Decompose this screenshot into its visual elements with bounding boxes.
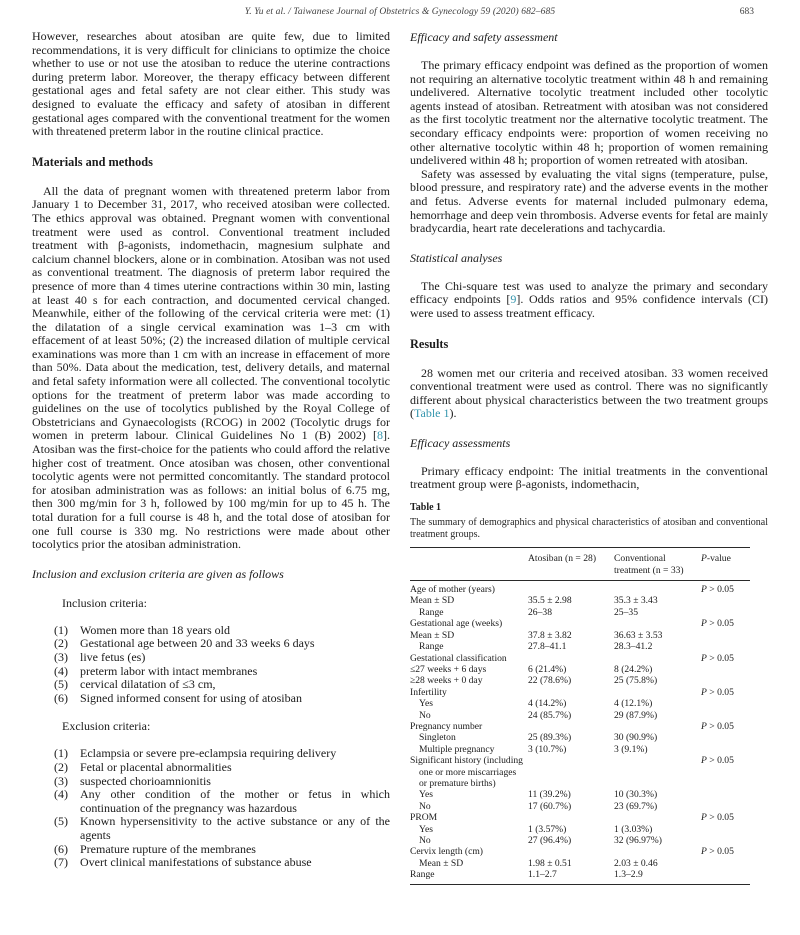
table-row [410, 664, 750, 675]
atosiban-value-cell: 17 (60.7%) [528, 800, 572, 812]
pvalue-cell: P > 0.05 [701, 846, 734, 858]
stats-text-post: ]. Odds ratios and 95% confidence intervals (CI) were used to assess treatment efficacy. [410, 292, 769, 320]
row-label-cell: Yes [419, 698, 433, 710]
atosiban-value-cell [528, 653, 614, 664]
exclusion-criteria-label: Exclusion criteria: [62, 719, 151, 734]
pvalue-cell [701, 801, 750, 812]
table-1-caption: The summary of demographics and physical characteristics of atosiban and conventional treatment groups. [410, 517, 768, 540]
criteria-item-text: cervical dilatation of ≤3 cm, [80, 677, 216, 692]
criteria-item-number: (2) [54, 636, 68, 651]
criteria-item-text: live fetus (es) [80, 649, 146, 664]
conventional-value-cell [614, 618, 701, 629]
criteria-item [32, 651, 390, 665]
criteria-item-number: (3) [54, 649, 68, 664]
atosiban-value-cell: 1.98 ± 0.51 [528, 857, 572, 869]
pvalue-cell [701, 732, 750, 743]
row-label-cell: No [419, 709, 431, 721]
efficacy-safety-heading: Efficacy and safety assessment [410, 30, 558, 44]
conventional-value-cell [614, 755, 701, 789]
atosiban-value-cell: 6 (21.4%) [528, 663, 567, 675]
row-label-cell: No [419, 835, 431, 846]
efficacy-assessments-heading: Efficacy assessments [410, 435, 511, 450]
criteria-item-text: suspected chorioamnionitis [80, 773, 211, 788]
criteria-item [32, 856, 390, 870]
results-paragraph [410, 367, 768, 421]
pvalue-cell: P > 0.05 [701, 652, 734, 664]
criteria-item-number: (5) [54, 814, 68, 829]
atosiban-value-cell [528, 721, 614, 732]
atosiban-value-cell: 24 (85.7%) [528, 709, 572, 721]
conventional-value-cell: 4 (12.1%) [614, 698, 653, 710]
row-label-cell: Multiple pregnancy [419, 743, 495, 755]
pvalue-cell [701, 641, 750, 652]
row-label-cell: Yes [419, 823, 433, 835]
header-atosiban: Atosiban (n = 28) [528, 548, 614, 581]
row-label-cell: PROM [410, 812, 438, 824]
atosiban-value-cell: 1 (3.57%) [528, 823, 567, 835]
table-row [410, 710, 750, 721]
atosiban-value-cell: 27 (96.4%) [528, 835, 572, 846]
criteria-item [32, 624, 390, 638]
criteria-item-number: (6) [54, 690, 68, 705]
criteria-item [32, 692, 390, 706]
conventional-value-cell: 3 (9.1%) [614, 743, 648, 755]
conventional-value-cell [614, 721, 701, 732]
table-row [410, 581, 750, 596]
table-row [410, 824, 750, 835]
right-column [410, 30, 768, 885]
materials-text-pre: All the data of pregnant women with threatened preterm labor from January 1 to December 31, 2017, who received atosiban were collected. The ethics approval was obtained. Pregnant women with conventional treatment were used as control. Conventional treatment included treatment with β-agonists, indomethacin, magnesium sulphate and calcium channel blockers, alone or in combination. Atosiban was not used as conventional treatment. The diagnosis of preterm labor required the presence of more than 4 times uterine contractions within 30 min, lasting at least 40 s for each contraction, and documented cervical changed. Meanwhile, either of the following of the cervical criteria were met: (1) the dilatation of a single cervical examination was 1–3 cm with effacement of at least 50%; (2) the increased dilation of multiple cervical examinations was more than 1 cm with an increase in effacement of more than 50%. Data about the medication, test, delivery details, and maternal and fetal safety information were all collected. The conventional tocolytic options for the treatment of preterm labor was made according to guidelines on the use of tocolytics published by the Royal College of Obstetricians and Gynaecologists (RCOG) in 2002 (Tocolytic drugs for women in preterm labour. Clinical Guidelines No 1 (B) 2002) [ [32, 183, 390, 443]
row-label-cell: ≤27 weeks + 6 days [410, 663, 487, 675]
row-label-cell: Mean ± SD [419, 857, 464, 869]
criteria-item [32, 665, 390, 679]
pvalue-cell [701, 675, 750, 686]
atosiban-value-cell: 25 (89.3%) [528, 732, 572, 744]
pvalue-cell [701, 835, 750, 846]
table-row [410, 607, 750, 618]
materials-text-post: ]. Atosiban was the first-choice for the patients who could afford the relative higher cost of treatment. Once atosiban was chosen, other conventional tocolytic agents were not permitted concomitantly. The standard protocol for atosiban administration was as follows: an initial bolus of 6.75 mg, then 300 mg/min for 3 h, followed by 100 mg/min for up to 45 h. The total duration for a full course is 48 h, and the total dose of atosiban for one full course is 330 mg. No restrictions were made about other tocolytics prior the atosiban administration. [32, 428, 390, 552]
atosiban-value-cell: 37.8 ± 3.82 [528, 629, 572, 641]
table-row [410, 630, 750, 641]
atosiban-value-cell: 26–38 [528, 606, 552, 618]
pvalue-cell [701, 869, 750, 884]
pvalue-cell: P > 0.05 [701, 686, 734, 698]
table-row [410, 698, 750, 709]
criteria-item-text: Known hypersensitivity to the active substance or any of the agents [80, 814, 390, 842]
pvalue-cell [701, 595, 750, 606]
conventional-value-cell [614, 687, 701, 698]
atosiban-value-cell [528, 581, 614, 596]
table-row [410, 618, 750, 629]
table-row [410, 812, 750, 823]
row-label-cell: Gestational age (weeks) [410, 618, 503, 630]
table-row [410, 789, 750, 800]
conventional-value-cell: 36.63 ± 3.53 [614, 629, 663, 641]
criteria-section-heading: Inclusion and exclusion criteria are given as follows [32, 566, 284, 581]
atosiban-value-cell: 3 (10.7%) [528, 743, 567, 755]
table-row [410, 801, 750, 812]
table-1 [410, 547, 750, 884]
pvalue-cell [701, 607, 750, 618]
row-label-cell: ≥28 weeks + 0 day [410, 675, 483, 687]
page-number: 683 [739, 7, 754, 17]
row-label-cell: Yes [419, 789, 433, 801]
conventional-value-cell: 28.3–41.2 [614, 641, 653, 653]
row-label-cell: Range [419, 606, 444, 618]
pvalue-cell [701, 744, 750, 755]
criteria-item-text: preterm labor with intact membranes [80, 663, 258, 678]
atosiban-value-cell: 11 (39.2%) [528, 789, 571, 801]
header-empty-cell [410, 548, 528, 581]
criteria-item [32, 843, 390, 857]
statistics-paragraph [410, 280, 768, 321]
pvalue-cell [701, 698, 750, 709]
reference-8-link[interactable]: 8 [377, 428, 383, 443]
header-pvalue: P-value [701, 548, 750, 581]
conventional-value-cell: 32 (96.97%) [614, 835, 662, 846]
atosiban-value-cell: 27.8–41.1 [528, 641, 567, 653]
atosiban-value-cell [528, 618, 614, 629]
criteria-item-number: (3) [54, 773, 68, 788]
pvalue-cell: P > 0.05 [701, 618, 734, 630]
atosiban-value-cell: 1.1–2.7 [528, 869, 557, 881]
table-row [410, 687, 750, 698]
inclusion-criteria-list [32, 624, 390, 706]
conventional-value-cell: 1.3–2.9 [614, 869, 643, 881]
pvalue-cell: P > 0.05 [701, 720, 734, 732]
atosiban-value-cell [528, 812, 614, 823]
conventional-value-cell [614, 653, 701, 664]
atosiban-value-cell [528, 846, 614, 857]
criteria-item-number: (1) [54, 622, 68, 637]
intro-paragraph: However, researches about atosiban are quite few, due to limited recommendations, it is very difficult for clinicians to optimize the choice whether to use or not use the atosiban to reduce the uterine contractions during preterm labor. Moreover, the therapy efficacy between different gestational ages and fetal safety are not clear either. This study was designed to evaluate the efficacy and safety of atosiban in different gestational ages compared with the conventional treatment for the women with threatened preterm labor in the routine clinical practice. [32, 29, 390, 139]
table-row [410, 732, 750, 743]
criteria-item [32, 788, 390, 815]
criteria-item-text: Premature rupture of the membranes [80, 841, 256, 856]
row-label-cell: Significant history (including one or more miscarriages or premature births) [410, 755, 523, 789]
row-label-cell: Age of mother (years) [410, 584, 495, 596]
pvalue-cell [701, 858, 750, 869]
criteria-item-number: (6) [54, 841, 68, 856]
criteria-item-text: Gestational age between 20 and 33 weeks 6 days [80, 636, 315, 651]
table-1-block [410, 502, 768, 885]
conventional-value-cell: 2.03 ± 0.46 [614, 857, 658, 869]
row-label-cell: Mean ± SD [410, 629, 455, 641]
row-label-cell: No [419, 800, 431, 812]
results-text-post: ). [449, 406, 457, 421]
table-row [410, 641, 750, 652]
reference-9-link[interactable]: 9 [510, 292, 517, 307]
criteria-item [32, 678, 390, 692]
atosiban-value-cell [528, 755, 614, 789]
pvalue-cell: P > 0.05 [701, 584, 734, 596]
results-heading: Results [410, 336, 449, 351]
criteria-item-text: Women more than 18 years old [80, 622, 230, 637]
criteria-item-text: Overt clinical manifestations of substance abuse [80, 855, 312, 870]
criteria-item [32, 637, 390, 651]
criteria-item-number: (4) [54, 663, 68, 678]
exclusion-criteria-list [32, 747, 390, 869]
criteria-item-text: Eclampsia or severe pre-eclampsia requiring delivery [80, 746, 337, 761]
table-row [410, 721, 750, 732]
table-header-row [410, 548, 750, 581]
materials-methods-heading: Materials and methods [32, 154, 153, 169]
criteria-item-text: Signed informed consent for using of atosiban [80, 690, 302, 705]
running-head: Y. Yu et al. / Taiwanese Journal of Obstetrics & Gynecology 59 (2020) 682–685 [244, 7, 556, 17]
table-1-label: Table 1 [410, 502, 442, 514]
conventional-value-cell: 10 (30.3%) [614, 789, 658, 801]
inclusion-criteria-label: Inclusion criteria: [62, 595, 147, 610]
conventional-value-cell: 25 (75.8%) [614, 675, 658, 687]
table-row [410, 675, 750, 686]
conventional-value-cell: 23 (69.7%) [614, 800, 658, 812]
pvalue-cell: P > 0.05 [701, 755, 734, 767]
pvalue-cell [701, 824, 750, 835]
conventional-value-cell: 35.3 ± 3.43 [614, 595, 658, 607]
efficacy-paragraph-2: Safety was assessed by evaluating the vital signs (temperature, pulse, blood pressure, and respiratory rate) and the adverse events in the mother and fetus. Adverse events for maternal included pulmonary edema, hemorrhage and deep vein thrombosis. Adverse events for fetal are mainly bradycardia, heart rate decelerations and tachycardia. [410, 166, 768, 236]
conventional-value-cell: 25–35 [614, 606, 638, 618]
row-label-cell: Range [410, 869, 435, 881]
statistical-analyses-heading: Statistical analyses [410, 250, 503, 265]
left-column [32, 30, 390, 872]
table-row [410, 595, 750, 606]
pvalue-cell [701, 630, 750, 641]
conventional-value-cell: 30 (90.9%) [614, 732, 658, 744]
conventional-value-cell [614, 812, 701, 823]
pvalue-cell [701, 664, 750, 675]
table-row [410, 846, 750, 857]
atosiban-value-cell: 35.5 ± 2.98 [528, 595, 572, 607]
criteria-item-number: (4) [54, 787, 68, 802]
atosiban-value-cell: 4 (14.2%) [528, 698, 567, 710]
row-label-cell: Mean ± SD [410, 595, 455, 607]
criteria-item [32, 761, 390, 775]
criteria-item-number: (7) [54, 855, 68, 870]
assessments-paragraph: Primary efficacy endpoint: The initial treatments in the conventional treatment group were β-agonists, indomethacin, [410, 463, 768, 492]
pvalue-cell [701, 710, 750, 721]
materials-paragraph [32, 185, 390, 552]
criteria-item-number: (5) [54, 677, 68, 692]
criteria-item [32, 747, 390, 761]
criteria-item-number: (1) [54, 746, 68, 761]
criteria-item [32, 815, 390, 842]
row-label-cell: Gestational classification [410, 652, 507, 664]
conventional-value-cell: 1 (3.03%) [614, 823, 653, 835]
conventional-value-cell: 29 (87.9%) [614, 709, 658, 721]
atosiban-value-cell [528, 687, 614, 698]
table-row [410, 835, 750, 846]
table-row [410, 869, 750, 884]
table-row [410, 653, 750, 664]
criteria-item [32, 775, 390, 789]
criteria-item-text: Fetal or placental abnormalities [80, 759, 232, 774]
row-label-cell: Singleton [419, 732, 456, 744]
row-label-cell: Infertility [410, 686, 447, 698]
efficacy-paragraph-1: The primary efficacy endpoint was defined as the proportion of women not requiring an alternative tocolytic treatment within 48 h and remaining undelivered. Alternative tocolytic treatment included other tocolytic agents instead of atosiban. Retreatment with atosiban was not considered as the first tocolytic treatment nor the alternative tocolytic treatment. The secondary efficacy endpoints were: proportion of women receiving no other alternative tocolytic within 48 h; proportion of women remaining undelivered within 48 h; proportion of women retreated with atosiban. [410, 58, 768, 168]
table-row [410, 755, 750, 789]
conventional-value-cell: 8 (24.2%) [614, 663, 653, 675]
criteria-item-text: Any other condition of the mother or fetus in which continuation of the pregnancy was hazardous [80, 787, 390, 815]
stats-text-pre: The Chi-square test was used to analyze the primary and secondary efficacy endpoints [ [410, 278, 768, 307]
criteria-item-number: (2) [54, 759, 68, 774]
table-row [410, 858, 750, 869]
results-text-pre: 28 women met our criteria and received atosiban. 33 women received conventional treatment were used as control. There was no significantly different about physical characteristics between the two treatment groups ( [410, 365, 768, 421]
conventional-value-cell [614, 846, 701, 857]
pvalue-cell: P > 0.05 [701, 812, 734, 824]
row-label-cell: Cervix length (cm) [410, 846, 483, 858]
conventional-value-cell [614, 581, 701, 596]
table-1-link[interactable]: Table 1 [414, 406, 450, 421]
header-conventional: Conventional treatment (n = 33) [614, 548, 701, 581]
pvalue-cell [701, 789, 750, 800]
row-label-cell: Pregnancy number [410, 720, 483, 732]
atosiban-value-cell: 22 (78.6%) [528, 675, 572, 687]
row-label-cell: Range [419, 641, 444, 653]
table-row [410, 744, 750, 755]
